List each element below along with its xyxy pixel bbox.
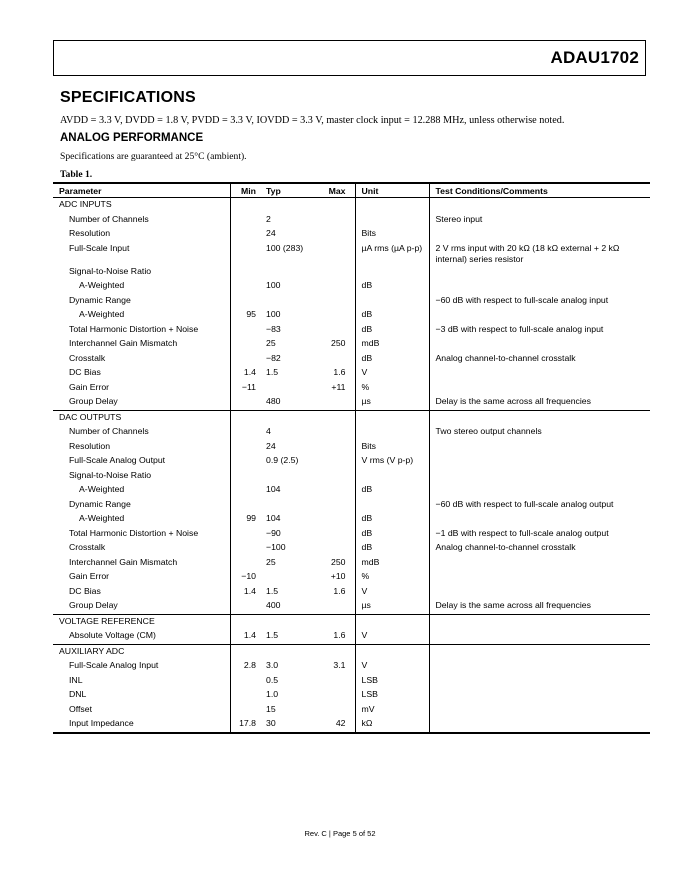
cell-min: 1.4 [243,367,256,377]
cell-typ: 25 [266,556,276,567]
cell-unit: V rms (V p-p) [355,454,429,469]
cell-min [230,213,260,228]
cell-min [230,469,260,484]
cell-parameter: VOLTAGE REFERENCE [53,614,230,629]
cell-typ [260,614,310,629]
cell-unit [355,644,429,659]
cell-conditions [429,644,650,659]
cell-max [310,454,355,469]
cell-max [310,279,355,294]
cell-max [310,308,355,323]
table-row [53,498,650,513]
cell-parameter: AUXILIARY ADC [53,644,230,659]
table-row [53,279,650,294]
cell-max: 250 [310,556,355,571]
cell-parameter: Signal-to-Noise Ratio [53,469,230,484]
cell-conditions: Delay is the same across all frequencies [435,396,591,406]
cell-unit: µs [355,395,429,410]
cell-max: 1.6 [310,366,355,381]
cell-typ: 100 [266,309,281,319]
cell-typ [260,198,310,213]
cell-typ: 15 [266,703,276,714]
header-parameter: Parameter [53,183,230,198]
cell-parameter: Resolution [53,227,230,242]
cell-unit: Bits [355,227,429,242]
cell-parameter: Full-Scale Analog Input [53,659,230,674]
cell-unit: LSB [355,688,429,703]
cell-conditions: −1 dB with respect to full-scale analog output [435,527,609,538]
cell-unit [355,410,429,425]
table-row [53,703,650,718]
cell-max [310,294,355,309]
cell-typ: 400 [266,600,281,610]
cell-parameter: Absolute Voltage (CM) [53,629,230,644]
cell-typ: −90 [266,527,281,538]
cell-conditions [429,483,650,498]
conditions-text: AVDD = 3.3 V, DVDD = 1.8 V, PVDD = 3.3 V, IOVDD = 3.3 V, master clock input = 12.288 MHz, unless otherwise noted. [60,115,565,126]
cell-conditions [429,381,650,396]
cell-max [310,213,355,228]
cell-conditions [429,454,650,469]
cell-conditions [429,556,650,571]
cell-parameter: Group Delay [53,599,230,614]
cell-unit: dB [355,352,429,367]
cell-conditions [429,703,650,718]
cell-min: 95 [246,309,256,319]
cell-unit: mdB [355,337,429,352]
cell-max: +11 [310,381,355,396]
cell-min: 2.8 [243,660,256,670]
cell-parameter: Crosstalk [53,541,230,556]
cell-parameter: Group Delay [53,395,230,410]
table-row [53,454,650,469]
cell-max [310,265,355,280]
cell-typ: 104 [266,513,281,523]
table-row [53,227,650,242]
cell-typ: 3.0 [266,660,279,670]
cell-conditions [429,717,650,733]
table-group-row [53,644,650,659]
cell-parameter: Full-Scale Input [53,242,230,265]
cell-conditions [429,440,650,455]
cell-min [230,425,260,440]
cell-max [310,541,355,556]
table-header-row [53,183,650,198]
cell-conditions [429,688,650,703]
cell-conditions [429,410,650,425]
cell-max [310,352,355,367]
cell-conditions: Analog channel-to-channel crosstalk [435,352,576,363]
cell-min [230,703,260,718]
table-row [53,294,650,309]
cell-typ [260,410,310,425]
cell-min: −11 [241,381,256,392]
cell-max [310,469,355,484]
table-row [53,366,650,381]
table-row [53,242,650,265]
cell-min [230,644,260,659]
cell-unit: dB [355,527,429,542]
cell-parameter: Total Harmonic Distortion + Noise [53,323,230,338]
header-conditions: Test Conditions/Comments [429,183,650,198]
cell-parameter: ADC INPUTS [53,198,230,213]
table-group-row [53,198,650,213]
cell-parameter: Resolution [53,440,230,455]
cell-typ: 480 [266,396,281,406]
table-row [53,352,650,367]
cell-min: 1.4 [243,630,256,640]
cell-max: 1.6 [310,629,355,644]
table-row [53,265,650,280]
cell-conditions [429,512,650,527]
cell-typ: 24 [266,440,276,451]
cell-min [230,352,260,367]
table-row [53,674,650,689]
cell-typ [260,381,310,396]
cell-max [310,599,355,614]
cell-max [310,703,355,718]
cell-unit: V [355,585,429,600]
cell-typ [260,570,310,585]
cell-unit [355,425,429,440]
cell-conditions [429,198,650,213]
cell-conditions [429,570,650,585]
cell-conditions [429,227,650,242]
cell-unit [355,469,429,484]
cell-unit: V [355,659,429,674]
cell-max: 250 [310,337,355,352]
cell-unit: LSB [355,674,429,689]
cell-unit: V [355,366,429,381]
table-row [53,323,650,338]
cell-max [310,614,355,629]
table-row [53,629,650,644]
cell-conditions [429,308,650,323]
header-min: Min [230,183,260,198]
header-unit: Unit [355,183,429,198]
cell-parameter: Interchannel Gain Mismatch [53,337,230,352]
subsection-title: ANALOG PERFORMANCE [60,132,204,144]
cell-conditions [429,366,650,381]
cell-min [230,294,260,309]
header-typ: Typ [260,183,310,198]
cell-conditions [429,469,650,484]
cell-parameter: Signal-to-Noise Ratio [53,265,230,280]
cell-min [230,483,260,498]
cell-parameter: Dynamic Range [53,294,230,309]
cell-parameter: INL [53,674,230,689]
cell-min: −10 [241,571,256,581]
cell-typ [260,469,310,484]
cell-unit: V [355,629,429,644]
cell-unit: dB [355,323,429,338]
cell-min [230,498,260,513]
cell-max [310,512,355,527]
cell-typ: 30 [260,717,310,733]
cell-typ: −83 [266,323,281,334]
cell-conditions: Analog channel-to-channel crosstalk [435,542,576,552]
cell-min [230,454,260,469]
cell-unit: mV [355,703,429,718]
cell-parameter: Gain Error [53,381,230,396]
cell-conditions: 2 V rms input with 20 kΩ (18 kΩ external + 2 kΩ internal) series resistor [435,242,620,264]
cell-typ: 100 (283) [266,242,304,253]
table-row [53,585,650,600]
page-header [53,40,646,76]
cell-conditions [429,629,650,644]
table-row [53,440,650,455]
cell-parameter: Offset [53,703,230,718]
cell-parameter: A-Weighted [53,483,230,498]
table-row [53,556,650,571]
cell-unit: Bits [355,440,429,455]
table-group-row [53,614,650,629]
cell-conditions: Two stereo output channels [435,426,542,436]
cell-typ: 1.5 [266,585,279,596]
cell-parameter: Dynamic Range [53,498,230,513]
table-row [53,527,650,542]
cell-parameter: Total Harmonic Distortion + Noise [53,527,230,542]
cell-unit: dB [355,279,429,294]
cell-parameter: Gain Error [53,570,230,585]
cell-conditions [429,279,650,294]
cell-typ: 1.5 [266,630,279,640]
cell-unit [355,614,429,629]
cell-conditions: Delay is the same across all frequencies [435,600,591,610]
cell-parameter: Input Impedance [53,717,230,733]
cell-typ: 104 [266,484,281,494]
cell-max [310,440,355,455]
cell-max [310,674,355,689]
cell-min [230,198,260,213]
cell-min: 17.8 [230,717,260,733]
cell-parameter: DAC OUTPUTS [53,410,230,425]
cell-typ: 0.9 (2.5) [266,455,299,465]
cell-conditions: −60 dB with respect to full-scale analog output [435,498,614,509]
table-row [53,469,650,484]
cell-typ: 24 [266,228,276,238]
cell-parameter: A-Weighted [53,512,230,527]
cell-max [310,425,355,440]
cell-conditions [429,659,650,674]
cell-min [230,337,260,352]
cell-typ: −100 [266,542,286,552]
table-body [53,198,650,733]
cell-max [310,498,355,513]
cell-max: 3.1 [310,659,355,674]
table-row [53,570,650,585]
cell-typ: 2 [266,213,271,224]
cell-conditions [429,337,650,352]
table-group-row [53,410,650,425]
cell-conditions [429,674,650,689]
guarantee-note: Specifications are guaranteed at 25°C (ambient). [60,151,247,162]
cell-unit [355,213,429,228]
cell-min [230,556,260,571]
table-row [53,599,650,614]
table-row [53,541,650,556]
cell-unit [355,498,429,513]
cell-min [230,395,260,410]
cell-unit: µs [355,599,429,614]
cell-unit: % [355,381,429,396]
cell-min: 1.4 [243,585,256,596]
table-row [53,483,650,498]
cell-unit: dB [355,483,429,498]
cell-parameter: A-Weighted [53,308,230,323]
cell-parameter: Full-Scale Analog Output [53,454,230,469]
cell-min [230,242,260,265]
table-label: Table 1. [60,169,93,180]
cell-unit: % [355,570,429,585]
cell-unit [355,294,429,309]
cell-unit: dB [355,512,429,527]
cell-max: 42 [310,717,355,733]
table-row [53,308,650,323]
cell-max [310,483,355,498]
cell-min [230,227,260,242]
table-row [53,381,650,396]
cell-unit: mdB [355,556,429,571]
table-row [53,512,650,527]
cell-min [230,323,260,338]
cell-typ [260,644,310,659]
cell-min [230,614,260,629]
section-title: SPECIFICATIONS [60,89,196,106]
cell-min [230,599,260,614]
cell-parameter: DC Bias [53,585,230,600]
cell-conditions: −60 dB with respect to full-scale analog input [435,294,609,305]
cell-max [310,527,355,542]
cell-typ: 25 [266,338,276,348]
cell-unit: µA rms (µA p-p) [355,242,429,265]
table-row [53,425,650,440]
specifications-table [53,182,650,734]
cell-min [230,265,260,280]
cell-parameter: DNL [53,688,230,703]
cell-parameter: Interchannel Gain Mismatch [53,556,230,571]
cell-max [310,198,355,213]
cell-max [310,227,355,242]
cell-min [230,279,260,294]
cell-max [310,323,355,338]
cell-unit: dB [355,308,429,323]
header-max: Max [310,183,355,198]
cell-max: 1.6 [310,585,355,600]
part-number: ADAU1702 [550,48,639,67]
cell-conditions [429,585,650,600]
cell-min [230,674,260,689]
cell-typ [260,265,310,280]
table-row [53,659,650,674]
cell-unit: kΩ [355,717,429,733]
cell-parameter: A-Weighted [53,279,230,294]
table-row [53,213,650,228]
table-row [53,395,650,410]
cell-typ: 4 [266,426,271,436]
cell-parameter: Crosstalk [53,352,230,367]
page-footer: Rev. C | Page 5 of 52 [304,829,376,838]
cell-conditions: Stereo input [435,213,483,224]
cell-typ [260,294,310,309]
table-row [53,688,650,703]
cell-parameter: DC Bias [53,366,230,381]
cell-typ: 1.5 [266,367,279,377]
cell-typ [260,498,310,513]
table-row [53,717,650,733]
cell-conditions: −3 dB with respect to full-scale analog input [435,323,604,334]
cell-max [310,395,355,410]
cell-conditions [429,614,650,629]
cell-parameter: Number of Channels [53,213,230,228]
cell-conditions [429,265,650,280]
cell-typ: −82 [266,352,281,363]
cell-min: 99 [246,513,256,523]
table-row [53,337,650,352]
cell-min [230,410,260,425]
cell-max: +10 [310,570,355,585]
cell-max [310,644,355,659]
cell-typ: 1.0 [266,689,279,699]
cell-min [230,440,260,455]
cell-max [310,688,355,703]
cell-typ: 0.5 [266,674,279,685]
cell-min [230,527,260,542]
cell-max [310,242,355,265]
cell-unit [355,265,429,280]
cell-max [310,410,355,425]
cell-unit [355,198,429,213]
cell-unit: dB [355,541,429,556]
cell-parameter: Number of Channels [53,425,230,440]
cell-typ: 100 [266,280,281,290]
cell-min [230,541,260,556]
cell-min [230,688,260,703]
